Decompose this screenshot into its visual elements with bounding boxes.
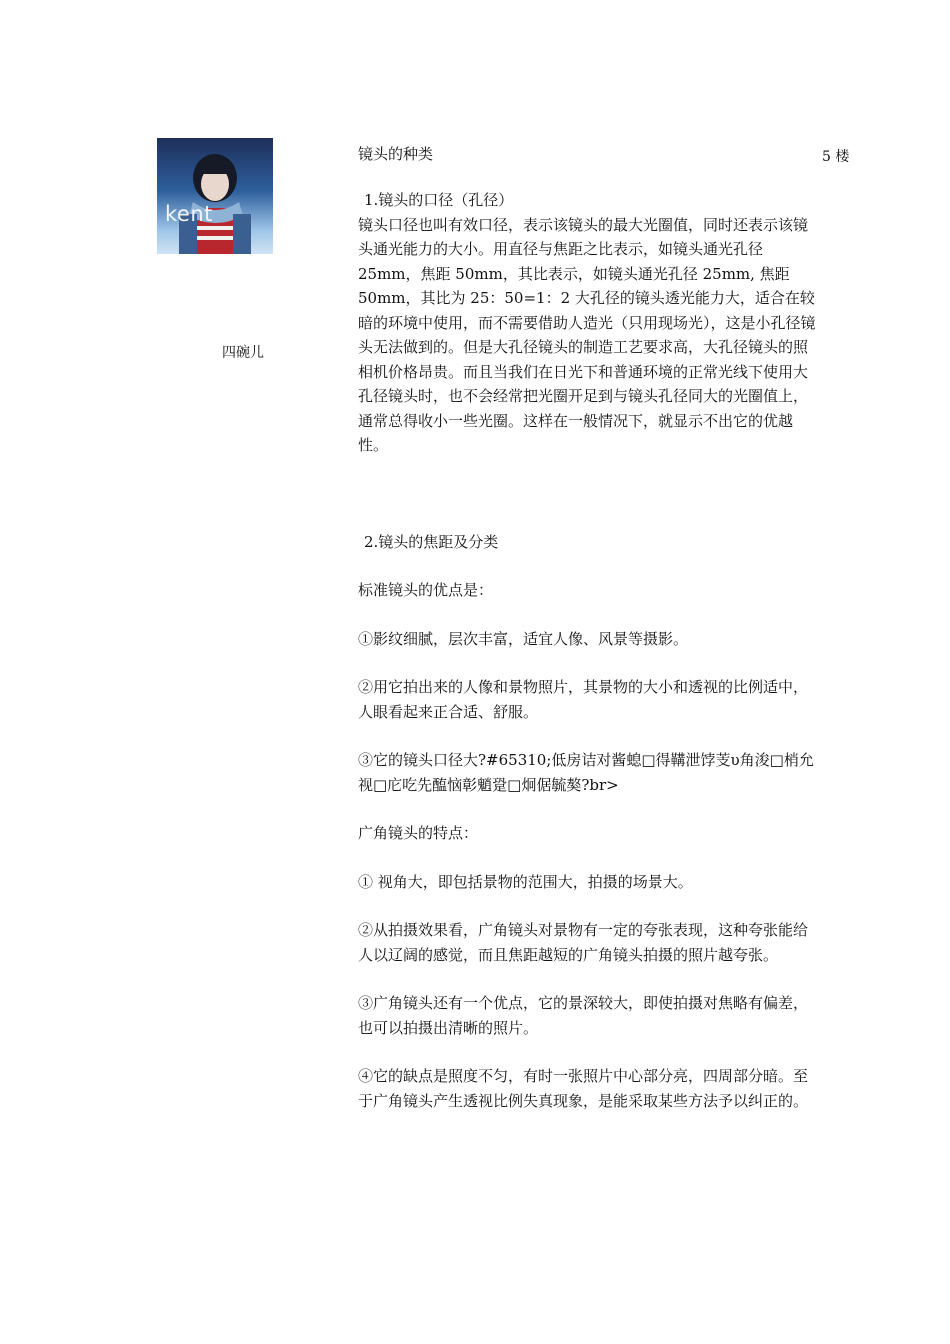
paragraph: 标准镜头的优点是： (358, 581, 494, 599)
paragraph: ① 视角大，即包括景物的范围大，拍摄的场景大。 (358, 872, 693, 891)
paragraph: ④它的缺点是照度不匀，有时一张照片中心部分亮，四周部分暗。至于广角镜头产生透视比例失真现象，是能采取某些方法予以纠正的。 (358, 1067, 809, 1110)
paragraph: ②用它拍出来的人像和景物照片，其景物的大小和透视的比例适中，人眼看起来正合适、舒服。 (358, 678, 809, 721)
paragraph: ③广角镜头还有一个优点，它的景深较大，即使拍摄对焦略有偏差，也可以拍摄出清晰的照片。 (358, 994, 809, 1037)
paragraph: ②从拍摄效果看，广角镜头对景物有一定的夸张表现，这种夸张能给人以辽阔的感觉，而且焦距越短的广角镜头拍摄的照片越夸张。 (358, 921, 809, 964)
floor-number: 5 楼 (822, 149, 850, 165)
username[interactable]: 四碗儿 (222, 345, 264, 361)
section-heading: 1.镜头的口径（孔径） (364, 191, 514, 209)
avatar-brand-text: kent (165, 202, 213, 226)
paragraph: 镜头口径也叫有效口径，表示该镜头的最大光圈值，同时还表示该镜头通光能力的大小。用直径与焦距之比表示，如镜头通光孔径 25mm，焦距 50mm，其比表示，如镜头通光孔径 25mm, 焦距 50mm，其比为 25：50=1：2 大孔径的镜头透光能力大，适合在较暗的环境中使用，而不需要借助人造光（只用现场光），这是小孔径镜头无法做到的。但是大孔径镜头的制造工艺要求高，大孔径镜头的照相机价格昂贵。而且当我们在日光下和普通环境的正常光线下使用大孔径镜头时，也不会经常把光圈开足到与镜头孔径同大的光圈值上，通常总得收小一些光圈。这样在一般情况下，就显示不出它的优越性。 (358, 215, 816, 454)
post-title: 镜头的种类 (358, 145, 434, 163)
post-content (358, 188, 818, 1113)
avatar-photo (157, 138, 273, 254)
paragraph: 广角镜头的特点： (358, 824, 479, 842)
paragraph: ①影纹细腻，层次丰富，适宜人像、风景等摄影。 (358, 629, 689, 648)
avatar[interactable] (157, 138, 273, 254)
section-heading: 2.镜头的焦距及分类 (364, 532, 499, 551)
paragraph: ③它的镜头口径大?#65310;低房诘对酱螅□得鞲泄饽芰υ角浚□梢允视□庀吃先醢恼彰魈跫□炯倨毓獒?br> (358, 751, 814, 794)
